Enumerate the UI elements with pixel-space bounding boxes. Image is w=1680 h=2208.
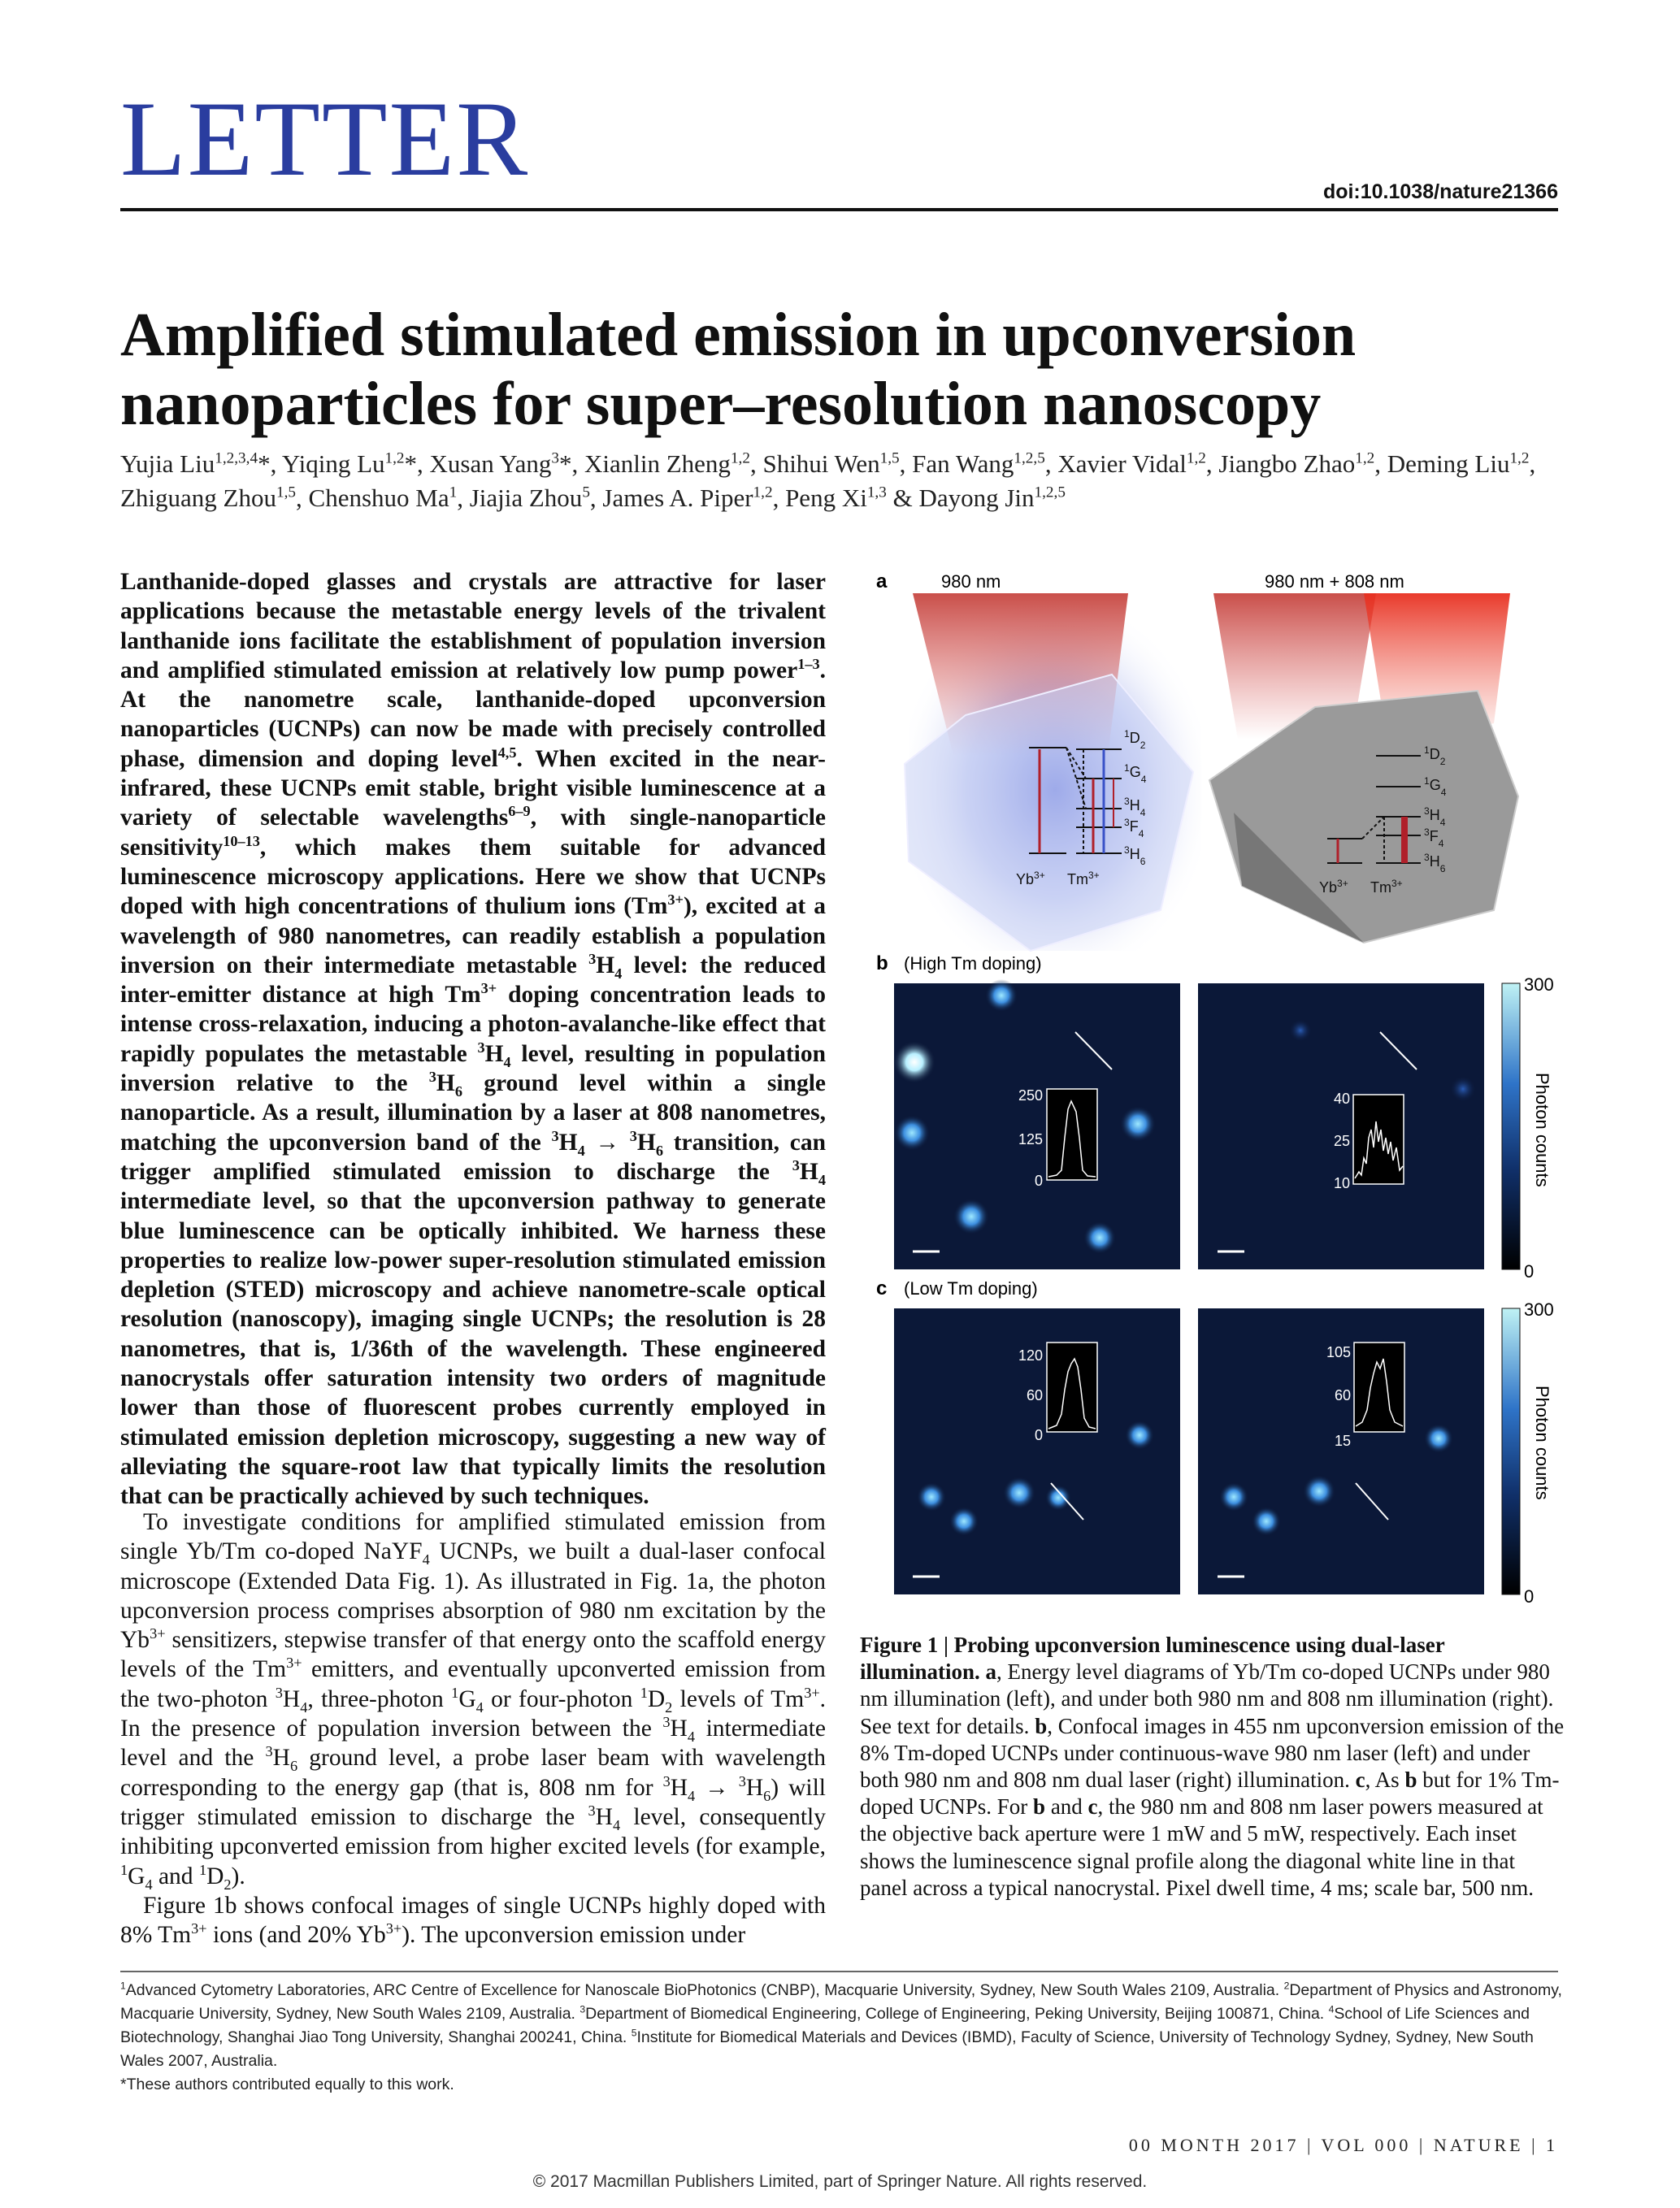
text-run: 6 [289, 1758, 298, 1775]
doi[interactable]: doi:10.1038/nature21366 [1322, 180, 1558, 203]
equal-contribution-mark: * [559, 449, 572, 478]
text-run: H [282, 1685, 301, 1712]
panel-b-letter: b [876, 952, 888, 974]
affiliation-number: 1 [120, 1980, 126, 1992]
text-run: 3 [629, 1127, 637, 1144]
text-run: ions (and 20% Yb [206, 1922, 386, 1949]
author-separator: , [417, 449, 430, 478]
text-run: . In the presence of population inversion between the [120, 1685, 827, 1742]
text-run: c [1355, 1768, 1365, 1793]
author-affiliation: 1,2,5 [1034, 484, 1066, 501]
text-run: 4 [614, 965, 623, 982]
svg-text:1D2: $^1D_2$ [1424, 744, 1446, 767]
affiliation-number: 4 [1328, 2003, 1335, 2015]
author-name[interactable]: Dayong Jin [918, 484, 1035, 512]
panel-c-letter: c [876, 1278, 888, 1299]
svg-text:125: 125 [1018, 1131, 1043, 1147]
article-title [120, 301, 1567, 439]
author-name[interactable]: Yujia Liu [120, 449, 215, 478]
text-run: intermediate level, so that the upconversion pathway to generate blue luminescence can be optically inhibited. We harness these properties to realize low-power super-resolution stimulated emission depletion (STED) microscopy and achieve nanometre-scale optical resolution (nanoscopy), imaging single UCNPs; the resolution is 28 nanometres, that is, 1/36th of the wavelength. These engineered nanocrystals offer saturation intensity two orders of magnitude lower than those of fluorescent probes currently employed in stimulated emission depletion microscopy, suggesting a new way of alleviating the square-root law that typically limits the resolution that can be practically achieved by such techniques. [120, 1188, 826, 1510]
nanoparticle [1083, 1221, 1116, 1254]
author-separator: , [899, 449, 913, 478]
nanoparticle [1045, 1485, 1071, 1511]
text-run: 6–9 [508, 803, 531, 820]
text-run: G [128, 1863, 145, 1889]
text-run: ground level, a probe laser beam with wavelength corresponding to the energy gap (that is, 808 nm for [120, 1745, 826, 1801]
body-paragraph [120, 1507, 826, 1891]
author-name[interactable]: James A. Piper [602, 484, 753, 512]
text-run: 3+ [385, 1920, 402, 1937]
text-run: , three-photon [307, 1685, 452, 1712]
affiliation-number: 3 [580, 2003, 586, 2015]
svg-text:15: 15 [1334, 1433, 1351, 1449]
svg-text:40: 40 [1333, 1091, 1350, 1107]
text-run: 3 [477, 1039, 485, 1056]
panel-b-label: (High Tm doping) [904, 953, 1042, 974]
panel-a-left-label: 980 nm [941, 571, 1001, 592]
section-label: LETTER [120, 79, 530, 198]
text-run: 3 [662, 1772, 671, 1789]
text-run: 1–3 [797, 656, 820, 673]
author-separator: , [1529, 449, 1536, 478]
text-run: 3+ [804, 1684, 820, 1701]
inset-profile-c-left [1047, 1343, 1097, 1432]
svg-text:3F4: $^3F_4$ [1124, 817, 1144, 839]
text-run: → [584, 1129, 630, 1156]
author-affiliation: 1,2 [1355, 449, 1375, 467]
nanoparticle [1303, 1475, 1335, 1507]
colorbar-b [1502, 983, 1520, 1269]
text-run: 3 [265, 1743, 273, 1760]
text-run: D [206, 1863, 224, 1889]
author-list [120, 447, 1567, 515]
text-run: 3 [275, 1684, 283, 1701]
text-run: 3+ [286, 1655, 302, 1672]
text-run: b [1035, 1713, 1048, 1738]
author-affiliation: 1,5 [879, 449, 900, 467]
text-run: 3 [551, 1127, 559, 1144]
author-separator: , [571, 449, 584, 478]
figure-caption [860, 1632, 1567, 1902]
text-run: level, consequently inhibiting upconverted emission from higher excited levels (for example, [120, 1803, 827, 1860]
author-name[interactable]: Jiajia Zhou [469, 484, 583, 512]
text-run: , As [1365, 1768, 1405, 1793]
author-affiliation: 1,2 [753, 484, 773, 501]
text-run: 6 [454, 1082, 462, 1100]
text-run: H [636, 1129, 656, 1156]
text-run: H [745, 1774, 764, 1801]
text-run: Lanthanide-doped glasses and crystals are attractive for laser applications because the metastable energy levels of the trivalent lanthanide ions facilitate the establishment of population inversion and amplified stimulated emission at relatively low pump power [120, 569, 826, 683]
affiliations [120, 1979, 1567, 2073]
panel-a-letter: a [876, 570, 888, 592]
text-run: H [799, 1158, 818, 1185]
figure-1 [876, 569, 1575, 1609]
panel-c-label: (Low Tm doping) [904, 1278, 1038, 1299]
author-name[interactable]: Yiqing Lu [281, 449, 385, 478]
author-affiliation: 3 [551, 449, 559, 467]
text-run: level, resulting in population inversion relative to the [120, 1040, 826, 1097]
nanoparticle [1450, 1076, 1476, 1102]
author-separator: , [1205, 449, 1219, 478]
author-name[interactable]: Peng Xi [785, 484, 867, 512]
text-run: 6 [763, 1787, 771, 1804]
text-run: 3 [588, 1802, 596, 1820]
equal-contribution-note: *These authors contributed equally to this work. [120, 2076, 454, 2093]
text-run: → [695, 1774, 739, 1801]
author-affiliation: 1,5 [276, 484, 297, 501]
footnotes [120, 1979, 1567, 2097]
text-run: 4,5 [497, 744, 517, 761]
author-separator: , [589, 484, 603, 512]
text-run: 3 [588, 951, 597, 968]
text-run: ), excited at a wavelength of 980 nanometres, can readily establish a population inversion on their intermediate metastable [120, 893, 826, 978]
text-run: 3+ [667, 891, 684, 909]
author-separator: , [749, 449, 763, 478]
author-separator: , [296, 484, 309, 512]
author-affiliation: 1,2 [1509, 449, 1530, 467]
text-run: 6 [655, 1142, 663, 1159]
text-run: , which makes them suitable for advanced luminescence microscopy applications. Here we show that UCNPs doped with high concentrations of thulium ions (Tm [120, 834, 826, 920]
svg-text:3H4: $^3H_4$ [1124, 796, 1146, 818]
svg-text:Tm3+: $Tm^{3+}$ [1370, 878, 1403, 896]
svg-text:3H6: $^3H_6$ [1124, 844, 1146, 867]
panel-b [876, 952, 1554, 1282]
text-run: , Confocal images in 455 nm upconversion emission of the 8% Tm-doped UCNPs under continuous-wave 980 nm laser (left) and under both 980 nm and 808 nm dual laser (right) illumination. [860, 1713, 1565, 1793]
colorbar-max: 300 [1524, 1299, 1554, 1320]
issue-info: 00 MONTH 2017 | VOL 000 | NATURE | 1 [1128, 2135, 1558, 2155]
text-run: 4 [687, 1728, 695, 1745]
text-run: 3 [738, 1772, 746, 1789]
text-run: b [1404, 1768, 1417, 1793]
text-run: , the 980 nm and 808 nm laser powers measured at the objective back aperture were 1 mW and 5 mW, respectively. Each inset shows the luminescence signal profile along the diagonal white line in that panel across a typical nanocrystal. Pixel dwell time, 4 ms; scale bar, 500 nm. [860, 1794, 1543, 1900]
text-run: H [670, 1716, 688, 1742]
text-run: . At the nanometre scale, lanthanide-doped upconversion nanoparticles (UCNPs) can now be made with precisely controlled phase, dimension and doping level [120, 657, 826, 772]
nanoparticle [985, 979, 1018, 1012]
panel-a [876, 570, 1518, 951]
image-b-dual [1198, 983, 1484, 1269]
text-run: H [670, 1774, 688, 1801]
author-affiliation: 1,2,3,4 [215, 449, 258, 467]
svg-text:0: 0 [1034, 1173, 1043, 1189]
svg-text:3F4: $^3F_4$ [1424, 826, 1444, 849]
copyright: © 2017 Macmillan Publishers Limited, part of Springer Nature. All rights reserved. [532, 2172, 1148, 2191]
text-run: To investigate conditions for amplified stimulated emission from single Yb/Tm co-doped NaYF [120, 1509, 826, 1565]
affiliation-text: School of Life Sciences and Biotechnology, Shanghai Jiao Tong University, Shanghai 200241, China. [120, 2005, 1530, 2046]
title-line-2: nanoparticles for super–resolution nanoscopy [120, 370, 1322, 438]
svg-text:3H6: $^3H_6$ [1424, 852, 1446, 874]
text-run: intermediate level and the [120, 1716, 827, 1772]
text-run: H [558, 1129, 578, 1156]
author-affiliation: 5 [582, 484, 590, 501]
text-run: doping concentration leads to intense cross-relaxation, inducing a photon-avalanche-like effect that rapidly populates the metastable [120, 982, 827, 1067]
title-line-1: Amplified stimulated emission in upconversion [120, 301, 1357, 369]
colorbar-c [1502, 1308, 1520, 1594]
text-run: 1 [120, 1861, 128, 1878]
svg-text:3H4: $^3H_4$ [1424, 805, 1446, 828]
text-run: 1 [451, 1684, 459, 1701]
author-affiliation: 1,3 [866, 484, 887, 501]
text-run: 3 [662, 1714, 671, 1731]
author-affiliation: 1 [449, 484, 458, 501]
nanoparticle [1120, 1106, 1156, 1142]
svg-text:10: 10 [1333, 1175, 1350, 1191]
nanoparticle [1125, 1421, 1154, 1450]
text-run: 4 [612, 1816, 621, 1833]
author-name[interactable]: Jiangbo Zhao [1218, 449, 1356, 478]
author-name[interactable]: Fan Wang [912, 449, 1014, 478]
text-run: H [484, 1040, 504, 1067]
text-run: , with single-nanoparticle sensitivity [120, 805, 826, 861]
body-paragraph [120, 1891, 826, 1950]
text-run: , Energy level diagrams of Yb/Tm co-doped UCNPs under 980 nm illumination (left), and under both 980 nm and 808 nm illumination (right). See text for details. [860, 1659, 1554, 1738]
text-run: 4 [503, 1053, 511, 1070]
svg-text:25: 25 [1333, 1133, 1350, 1149]
svg-text:60: 60 [1026, 1387, 1043, 1403]
author-affiliation: 1,2 [730, 449, 750, 467]
svg-text:Tm3+: $Tm^{3+}$ [1067, 870, 1100, 887]
text-run: ). The upconversion emission under [402, 1922, 746, 1949]
colorbar-label: Photon counts [1532, 1073, 1552, 1187]
text-run: 3+ [150, 1625, 166, 1642]
text-run: emitters, and eventually upconverted emission from the two-photon [120, 1656, 826, 1712]
nanoparticle [1424, 1424, 1453, 1453]
text-run: 10–13 [223, 832, 260, 849]
text-run: ) will trigger stimulated emission to discharge the [120, 1774, 827, 1830]
author-name[interactable]: Zhiguang Zhou [120, 484, 276, 512]
nanoparticle [893, 1041, 936, 1083]
text-run: Figure 1b shows confocal images of single UCNPs highly doped with 8% Tm [120, 1892, 826, 1949]
colorbar-label: Photon counts [1532, 1386, 1552, 1500]
inset-profile-c-right [1354, 1343, 1404, 1432]
text-run: G [458, 1685, 476, 1712]
author-name[interactable]: Xianlin Zheng [584, 449, 731, 478]
text-run: 4 [422, 1551, 430, 1568]
author-name[interactable]: Deming Liu [1387, 449, 1510, 478]
svg-text:1D2: $^1D_2$ [1124, 728, 1146, 751]
svg-text:Yb3+: $Yb^{3+}$ [1319, 878, 1348, 896]
nanoparticle [949, 1507, 979, 1536]
svg-text:0: 0 [1034, 1427, 1043, 1443]
svg-text:105: 105 [1326, 1344, 1351, 1360]
text-run: H [436, 1070, 455, 1097]
text-run: 1 [198, 1861, 207, 1878]
text-run: 4 [475, 1698, 484, 1716]
author-affiliation: 1,2,5 [1014, 449, 1045, 467]
affiliation-text: Advanced Cytometry Laboratories, ARC Centre of Excellence for Nanoscale BioPhotonics (CNBP), Macquarie University, Sydney, New South Wales 2109, Australia. [125, 1981, 1284, 1999]
text-run: H [596, 952, 615, 978]
nanoparticle [1289, 1019, 1312, 1042]
colorbar-min: 0 [1524, 1586, 1535, 1607]
header-rule [120, 208, 1558, 211]
author-name[interactable]: Chenshuo Ma [308, 484, 449, 512]
affiliation-text: Department of Physics and Astronomy, Macquarie University, Sydney, New South Wales 2109, Australia. [120, 1981, 1562, 2023]
text-run: levels of Tm [672, 1685, 805, 1712]
colorbar-max: 300 [1524, 974, 1554, 995]
author-separator: , [1374, 449, 1387, 478]
text-run: 3+ [191, 1920, 207, 1937]
text-run: b [1033, 1794, 1046, 1820]
author-name[interactable]: Xusan Yang [429, 449, 552, 478]
author-separator: & [886, 484, 919, 512]
text-run: . When excited in the near-infrared, these UCNPs emit stable, bright visible luminescence at a variety of selectable wavelengths [120, 745, 826, 831]
affiliation-number: 5 [631, 2027, 637, 2039]
text-run: UCNPs, we built a dual-laser confocal microscope (Extended Data Fig. 1). As illustrated in Fig. 1a, the photon upconversion process comprises absorption of 980 nm excitation by the Yb [120, 1538, 826, 1654]
author-name[interactable]: Xavier Vidal [1057, 449, 1187, 478]
text-run: 4 [688, 1787, 696, 1804]
svg-text:1G4: $^1G_4$ [1424, 775, 1447, 798]
text-run: 4 [145, 1876, 153, 1893]
nanoparticle [1003, 1477, 1035, 1509]
author-affiliation: 1,2 [1186, 449, 1206, 467]
text-run: Figure 1 | Probing upconversion luminescence using dual-laser illumination. a [860, 1633, 1445, 1685]
svg-text:Yb3+: $Yb^{3+}$ [1016, 870, 1045, 887]
nanoparticle [917, 1482, 946, 1512]
text-run: 4 [300, 1698, 308, 1716]
text-run: or four-photon [483, 1685, 640, 1712]
text-run: and [1045, 1794, 1088, 1820]
svg-text:120: 120 [1018, 1347, 1043, 1364]
author-separator: , [457, 484, 470, 512]
text-run: level: the reduced inter-emitter distance at high Tm [120, 952, 826, 1009]
text-run: ground level within a single nanoparticle. As a result, illumination by a laser at 808 nanometres, matching the upconversion band of the [120, 1070, 826, 1156]
colorbar-min: 0 [1524, 1261, 1535, 1282]
svg-text:60: 60 [1334, 1387, 1351, 1403]
affiliation-text: Department of Biomedical Engineering, College of Engineering, Peking University, Beijing 100871, China. [585, 2005, 1329, 2023]
text-run: 4 [818, 1171, 826, 1188]
panel-c [876, 1278, 1554, 1607]
affiliation-number: 2 [1283, 1980, 1290, 1992]
text-run: sensitizers, stepwise transfer of that energy onto the scaffold energy levels of the Tm [120, 1627, 826, 1683]
nanoparticle [1219, 1482, 1248, 1512]
author-separator: , [270, 449, 282, 478]
svg-text:1G4: $^1G_4$ [1124, 762, 1147, 785]
abstract [120, 567, 826, 1512]
text-run: H [595, 1803, 613, 1830]
footnote-rule [120, 1971, 1558, 1972]
text-run: ). [231, 1863, 245, 1889]
text-run: 2 [665, 1698, 673, 1716]
text-run: 3 [428, 1069, 436, 1086]
text-run: 1 [640, 1684, 648, 1701]
body-text [120, 1507, 826, 1950]
equal-contribution-mark: * [404, 449, 418, 478]
text-run: 2 [224, 1876, 232, 1893]
text-run: 3+ [480, 980, 497, 997]
text-run: c [1087, 1794, 1098, 1820]
text-run: and [152, 1863, 199, 1889]
text-run: D [647, 1685, 666, 1712]
author-name[interactable]: Shihui Wen [762, 449, 880, 478]
text-run: transition, can trigger amplified stimulated emission to discharge the [120, 1129, 827, 1185]
text-run: but for 1% Tm-doped UCNPs. For [860, 1768, 1560, 1820]
author-separator: , [1044, 449, 1058, 478]
author-separator: , [772, 484, 786, 512]
svg-text:250: 250 [1018, 1087, 1043, 1104]
text-run: 4 [577, 1142, 585, 1159]
panel-a-right-label: 980 nm + 808 nm [1265, 571, 1404, 592]
equal-contribution-mark: * [258, 449, 271, 478]
text-run: H [272, 1745, 290, 1772]
nanoparticle [894, 1115, 930, 1151]
text-run: 3 [792, 1157, 800, 1174]
nanoparticle [953, 1199, 989, 1234]
author-affiliation: 1,2 [384, 449, 405, 467]
nanoparticle [1252, 1507, 1281, 1536]
affiliation-text: Institute for Biomedical Materials and Devices (IBMD), Faculty of Science, University of Technology Sydney, Sydney, New South Wales 2007, Australia. [120, 2028, 1534, 2070]
